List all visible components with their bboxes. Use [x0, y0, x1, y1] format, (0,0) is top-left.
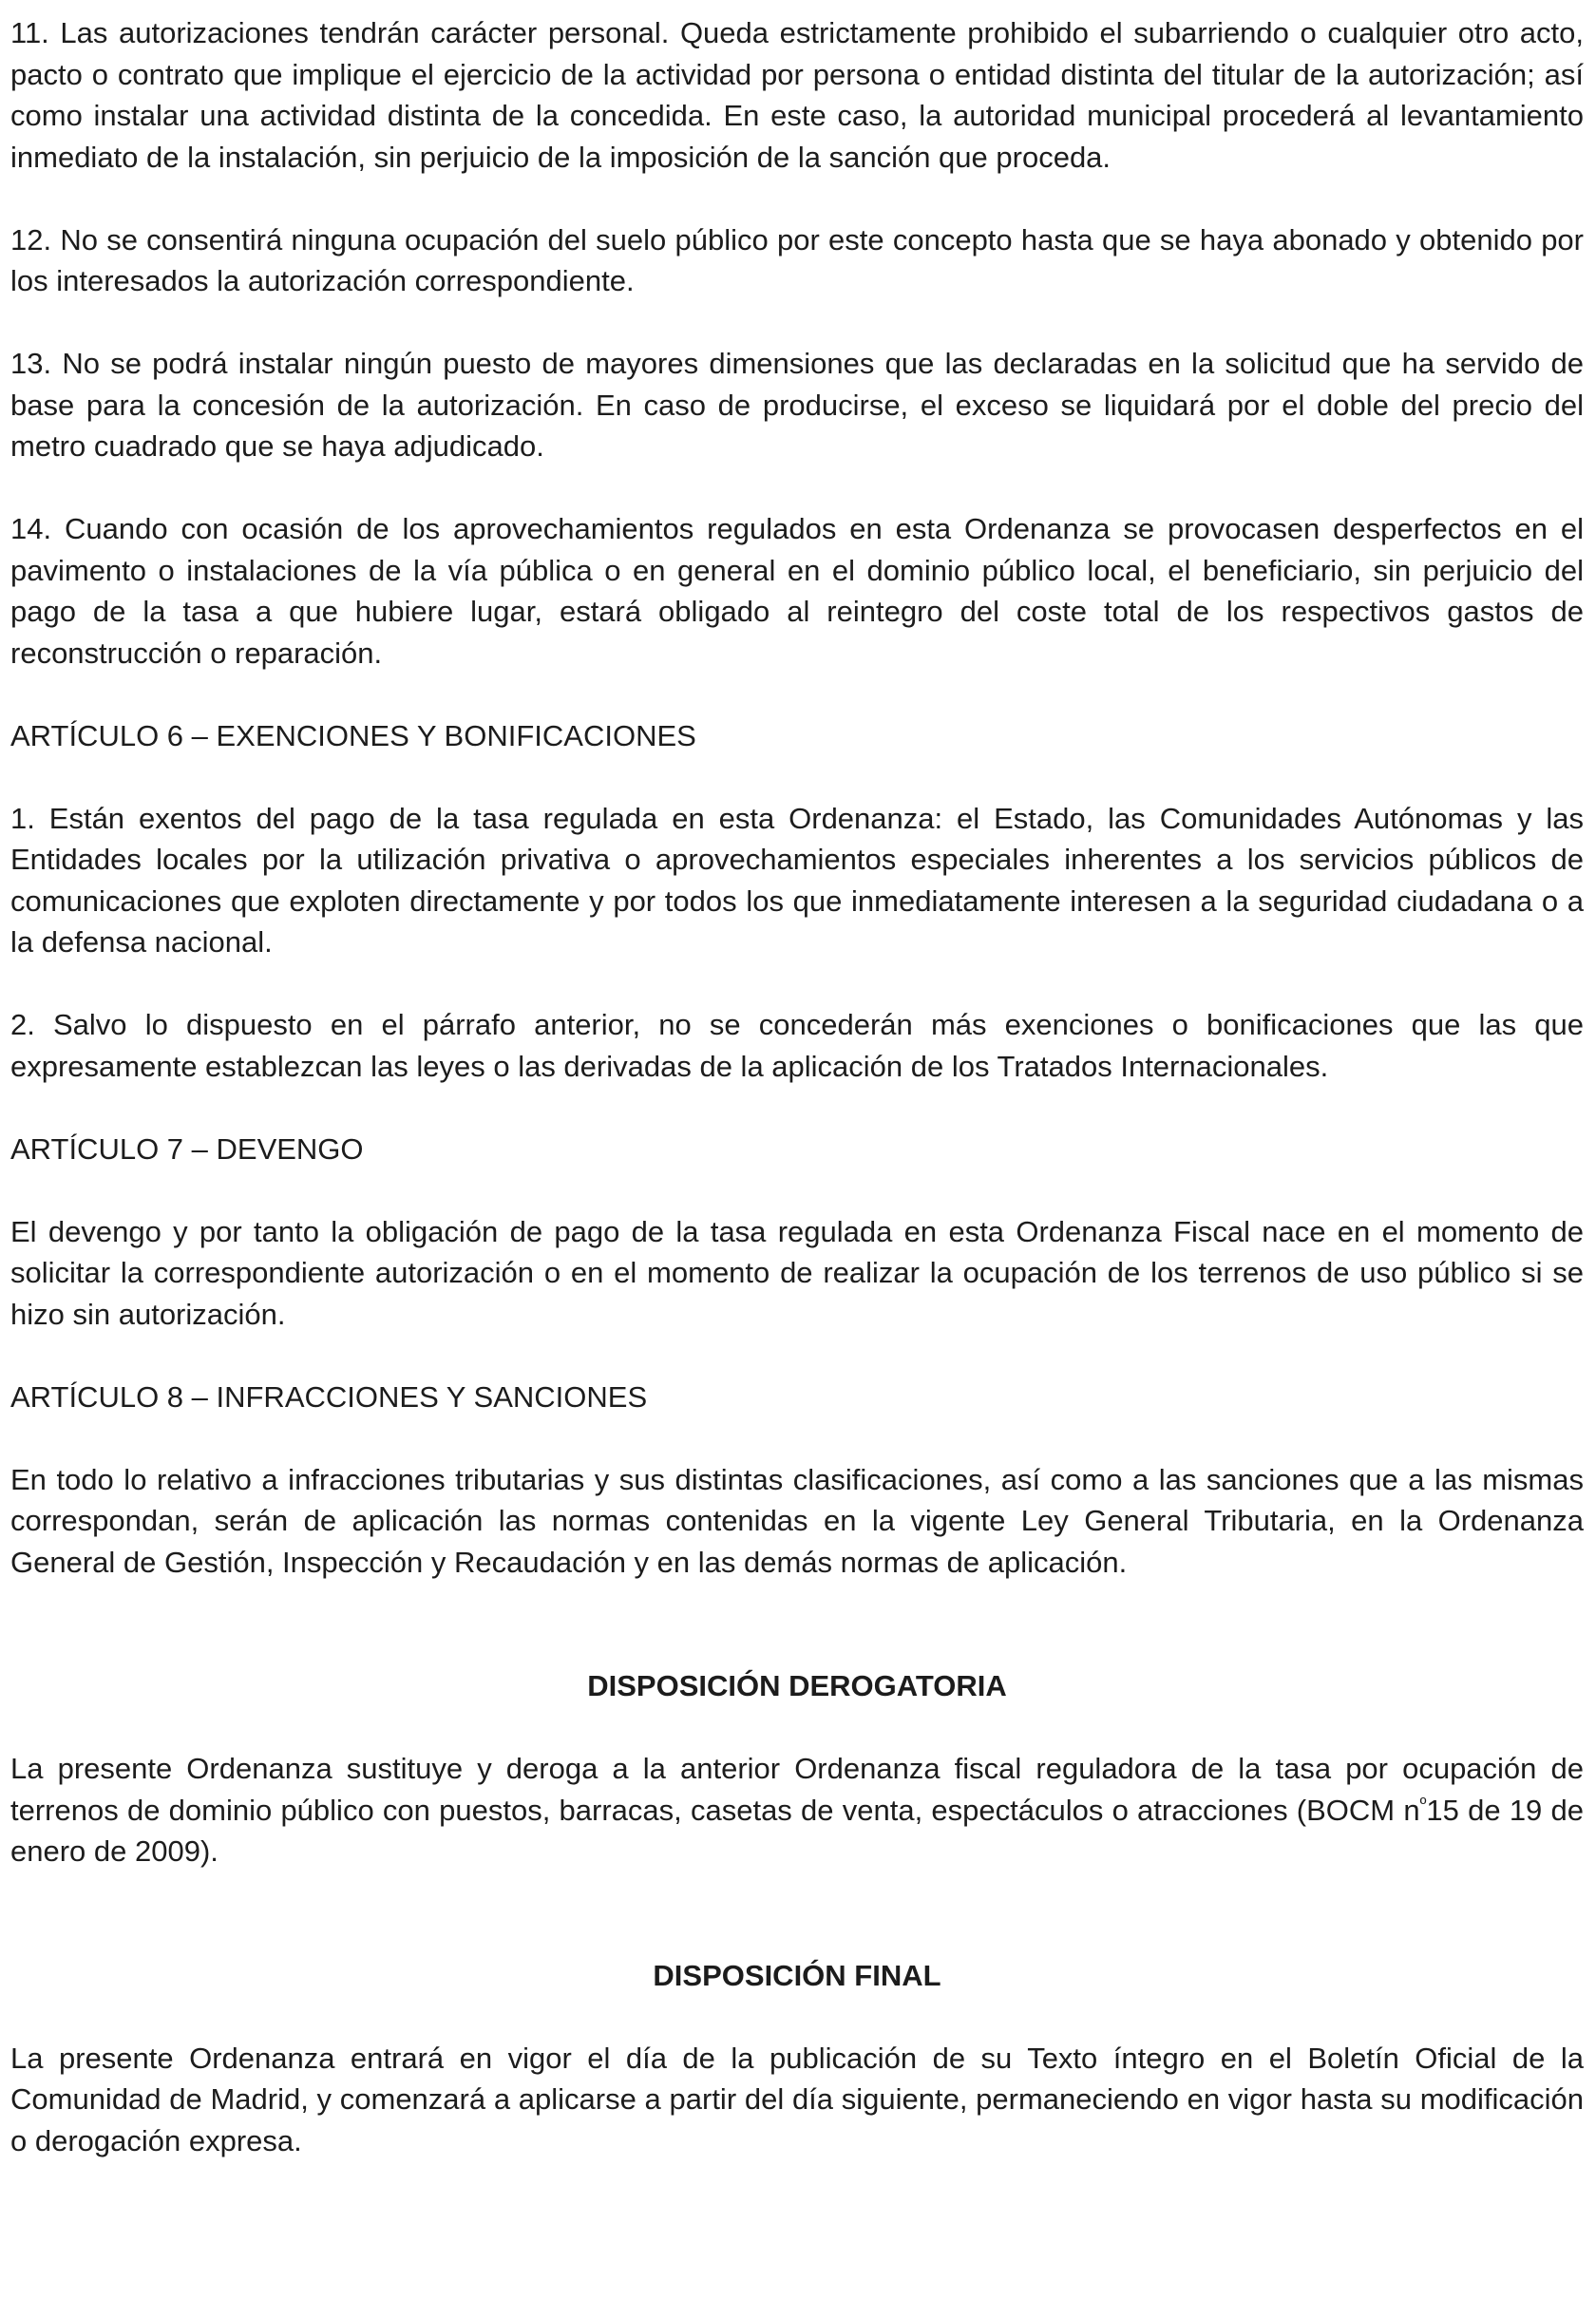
article-6-paragraph-1: 1. Están exentos del pago de la tasa regulada en esta Ordenanza: el Estado, las Comunidades Autónomas y las Entidades locales por la utilización privativa o aprovechamientos especiales inherentes a los servicios públicos de comunicaciones que exploten directamente y por todos los que inmediatamente interesen a la seguridad ciudadana o a la defensa nacional. — [10, 801, 1584, 959]
derogatoria-text-before: La presente Ordenanza sustituye y deroga a la anterior Ordenanza fiscal reguladora de la tasa por ocupación de terrenos de dominio público con puestos, barracas, casetas de venta, espectáculos o atracciones (BOCM n — [10, 1752, 1584, 1827]
paragraph-11: 11. Las autorizaciones tendrán carácter personal. Queda estrictamente prohibido el subarriendo o cualquier otro acto, pacto o contrato que implique el ejercicio de la actividad por persona o entidad distinta del titular de la autorización; así como instalar una actividad distinta de la concedida. En este caso, la autoridad municipal procederá al levantamiento inmediato de la instalación, sin perjuicio de la imposición de la sanción que proceda. — [10, 16, 1584, 174]
paragraph-14: 14. Cuando con ocasión de los aprovechamientos regulados en esta Ordenanza se provocasen desperfectos en el pavimento o instalaciones de la vía pública o en general en el dominio público local, el beneficiario, sin perjuicio del pago de la tasa a que hubiere lugar, estará obligado al reintegro del coste total de los respectivos gastos de reconstrucción o reparación. — [10, 512, 1584, 670]
paragraph-13: 13. No se podrá instalar ningún puesto de mayores dimensiones que las declaradas en la solicitud que ha servido de base para la concesión de la autorización. En caso de producirse, el exceso se liquidará por el doble del precio del metro cuadrado que se haya adjudicado. — [10, 347, 1584, 463]
final-paragraph: La presente Ordenanza entrará en vigor el día de la publicación de su Texto íntegro en el Boletín Oficial de la Comunidad de Madrid, y comenzará a aplicarse a partir del día siguiente, permaneciendo en vigor hasta su modificación o derogación expresa. — [10, 2041, 1584, 2157]
article-8-paragraph: En todo lo relativo a infracciones tributarias y sus distintas clasificaciones, así como a las sanciones que a las mismas correspondan, serán de aplicación las normas contenidas en la vigente Ley General Tributaria, en la Ordenanza General de Gestión, Inspección y Recaudación y en las demás normas de aplicación. — [10, 1462, 1584, 1579]
derogatoria-text-after: 15 de 19 de enero de 2009). — [10, 1793, 1585, 1868]
article-7-heading: ARTÍCULO 7 – DEVENGO — [10, 1131, 364, 1166]
paragraph-12: 12. No se consentirá ninguna ocupación del suelo público por este concepto hasta que se haya abonado y obtenido por los interesados la autorización correspondiente. — [10, 222, 1584, 297]
ordinal-superscript: º — [1419, 1793, 1427, 1814]
derogatoria-heading: DISPOSICIÓN DEROGATORIA — [587, 1669, 1007, 1702]
article-8-heading: ARTÍCULO 8 – INFRACCIONES Y SANCIONES — [10, 1379, 648, 1414]
article-6-heading: ARTÍCULO 6 – EXENCIONES Y BONIFICACIONES — [10, 718, 696, 752]
article-6-paragraph-2: 2. Salvo lo dispuesto en el párrafo anterior, no se concederán más exenciones o bonificaciones que las que expresamente establezcan las leyes o las derivadas de la aplicación de los Tratados Internacionales. — [10, 1008, 1584, 1083]
document-page — [10, 12, 1584, 2161]
derogatoria-paragraph — [10, 1748, 1584, 1872]
final-heading: DISPOSICIÓN FINAL — [653, 1958, 941, 1992]
article-7-paragraph: El devengo y por tanto la obligación de pago de la tasa regulada en esta Ordenanza Fiscal nace en el momento de solicitar la correspondiente autorización o en el momento de realizar la ocupación de los terrenos de uso público si se hizo sin autorización. — [10, 1214, 1584, 1331]
